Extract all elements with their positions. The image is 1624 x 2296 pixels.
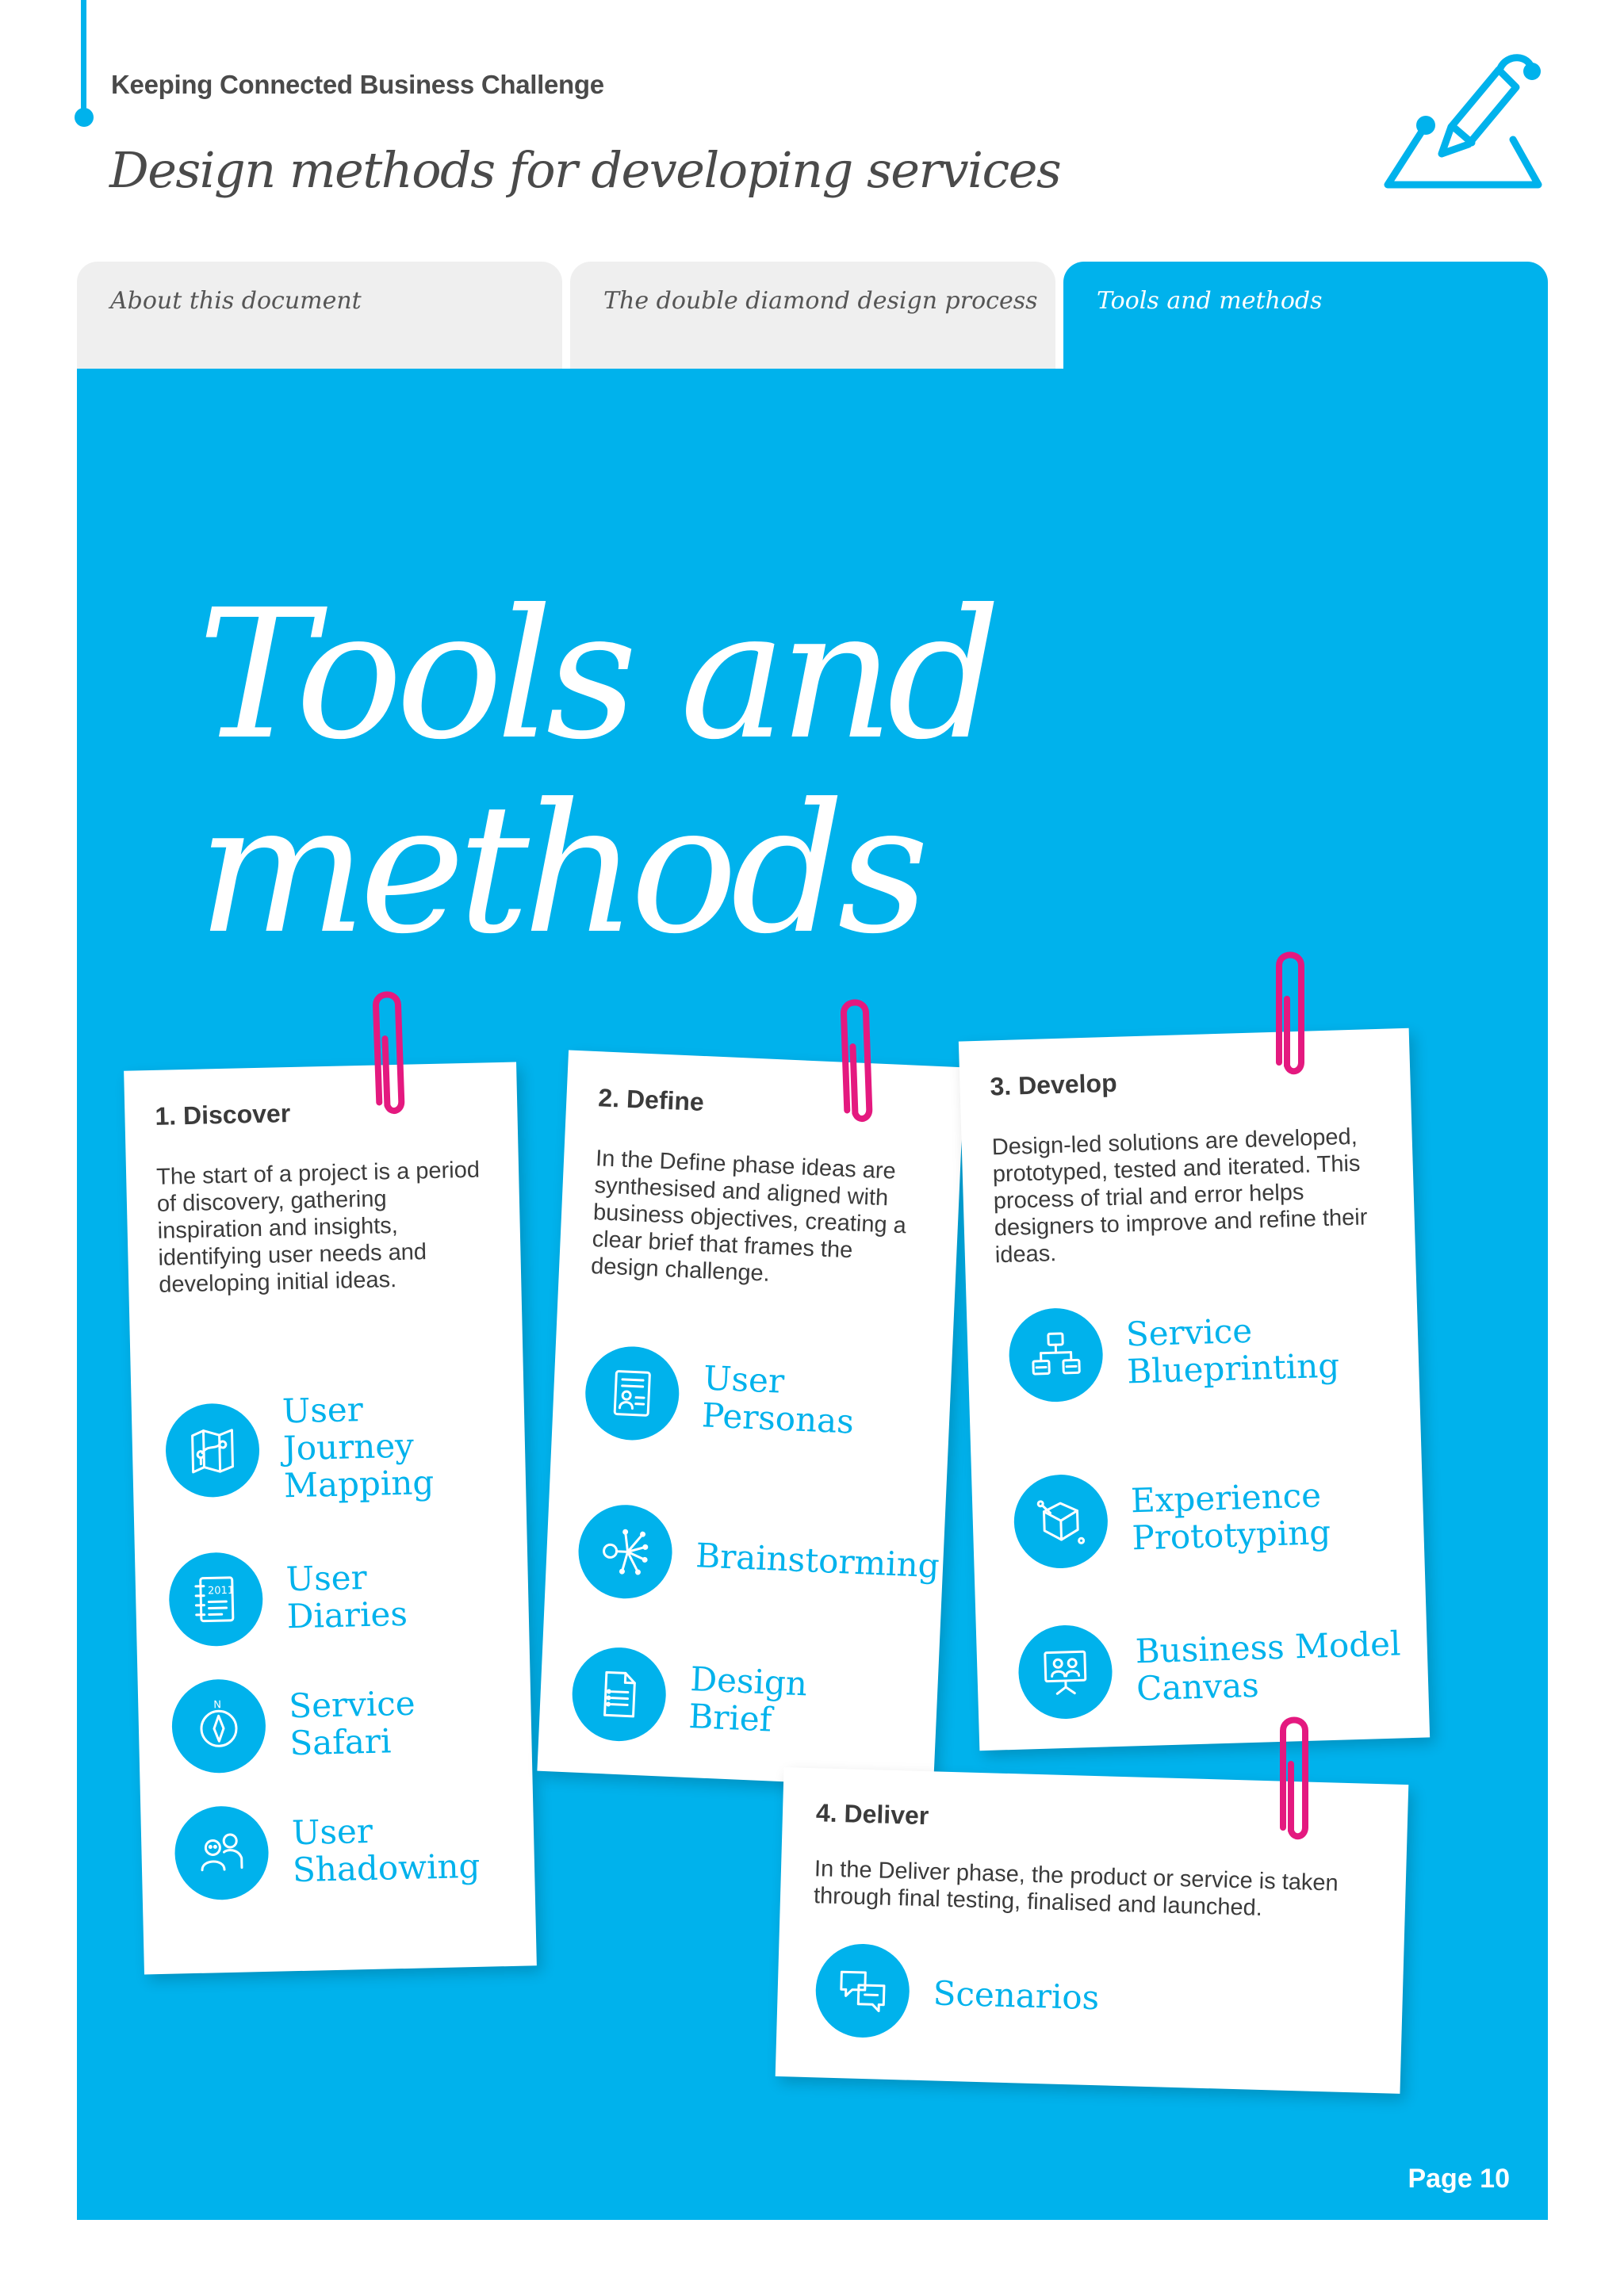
- method-label: User Shadowing: [291, 1811, 481, 1890]
- card-description: In the Deliver phase, the product or service is taken through final testing, finalised and launched.: [813, 1856, 1339, 1921]
- cube-icon: [1013, 1473, 1109, 1569]
- method-label: User Journey Mapping: [282, 1390, 435, 1506]
- paper-clip-icon: [362, 982, 415, 1119]
- card-title: 2. Define: [597, 1083, 705, 1117]
- method-experience-prototyping[interactable]: [1013, 1467, 1331, 1570]
- header-kicker: Keeping Connected Business Challenge: [111, 70, 604, 99]
- svg-text:N: N: [213, 1699, 222, 1712]
- section-title: [197, 572, 994, 974]
- document-icon: [570, 1646, 668, 1743]
- accent-dot: [75, 108, 94, 127]
- method-user-diaries[interactable]: [168, 1548, 408, 1647]
- card-title: 3. Develop: [990, 1068, 1118, 1101]
- section-title-line-2: methods: [197, 766, 922, 974]
- canvas-icon: [1017, 1624, 1113, 1720]
- method-service-safari[interactable]: [171, 1675, 417, 1774]
- card-title: 1. Discover: [155, 1099, 291, 1131]
- method-label: User Diaries: [285, 1557, 408, 1636]
- method-label: Service Safari: [288, 1683, 416, 1763]
- brainstorm-icon: [576, 1503, 674, 1601]
- method-user-journey-mapping[interactable]: [164, 1389, 434, 1507]
- card-define: [537, 1050, 964, 1789]
- tab-double-diamond[interactable]: The double diamond design process: [570, 262, 1055, 369]
- method-label: Business Model Canvas: [1135, 1624, 1402, 1709]
- blueprint-icon: [1008, 1307, 1104, 1402]
- page-number: Page 10: [1408, 2164, 1510, 2194]
- persona-icon: [584, 1345, 681, 1442]
- method-label: Experience Prototyping: [1130, 1475, 1331, 1558]
- method-brainstorming[interactable]: [576, 1503, 941, 1613]
- paper-clip-icon: [830, 990, 883, 1127]
- speech-bubbles-icon: [814, 1942, 910, 2038]
- pencil-drawing-icon: [1380, 46, 1546, 197]
- method-user-shadowing[interactable]: [174, 1800, 481, 1901]
- shadowing-icon: [174, 1805, 270, 1901]
- card-description: In the Define phase ideas are synthesised and aligned with business objectives, creating a clear brief that frames the design challenge.: [590, 1146, 907, 1287]
- card-description: Design-led solutions are developed, prototyped, tested and iterated. This process of trial and error helps designers to improve and refine their ideas.: [991, 1123, 1368, 1269]
- journey-map-icon: [165, 1402, 261, 1498]
- paper-clip-icon: [1270, 1709, 1318, 1843]
- method-label: Scenarios: [933, 1973, 1100, 2017]
- method-business-model-canvas[interactable]: [1017, 1615, 1403, 1720]
- page-title: Design methods for developing services: [109, 141, 1061, 199]
- method-label: Design Brief: [688, 1659, 809, 1739]
- tab-tools-and-methods[interactable]: Tools and methods: [1063, 262, 1548, 369]
- svg-text:2011: 2011: [207, 1584, 235, 1598]
- method-scenarios[interactable]: [814, 1942, 1101, 2044]
- card-develop: [959, 1028, 1430, 1751]
- card-description: The start of a project is a period of discovery, gathering inspiration and insights, identifying user needs and developing initial ideas.: [155, 1157, 481, 1298]
- method-design-brief[interactable]: [570, 1646, 808, 1750]
- section-title-line-1: Tools and: [197, 572, 994, 779]
- compass-icon: [171, 1678, 267, 1774]
- method-user-personas[interactable]: [584, 1345, 857, 1450]
- method-service-blueprinting[interactable]: [1008, 1300, 1340, 1403]
- method-label: User Personas: [701, 1358, 855, 1441]
- card-title: 4. Deliver: [815, 1798, 929, 1831]
- paper-clip-icon: [1266, 943, 1314, 1078]
- card-discover: [124, 1062, 537, 1975]
- method-label: Brainstorming: [695, 1535, 940, 1586]
- diary-icon: [168, 1552, 264, 1647]
- content-panel: [77, 369, 1548, 2220]
- accent-line: [81, 0, 86, 117]
- tab-about-this-document[interactable]: About this document: [77, 262, 562, 369]
- method-label: Service Blueprinting: [1125, 1311, 1340, 1391]
